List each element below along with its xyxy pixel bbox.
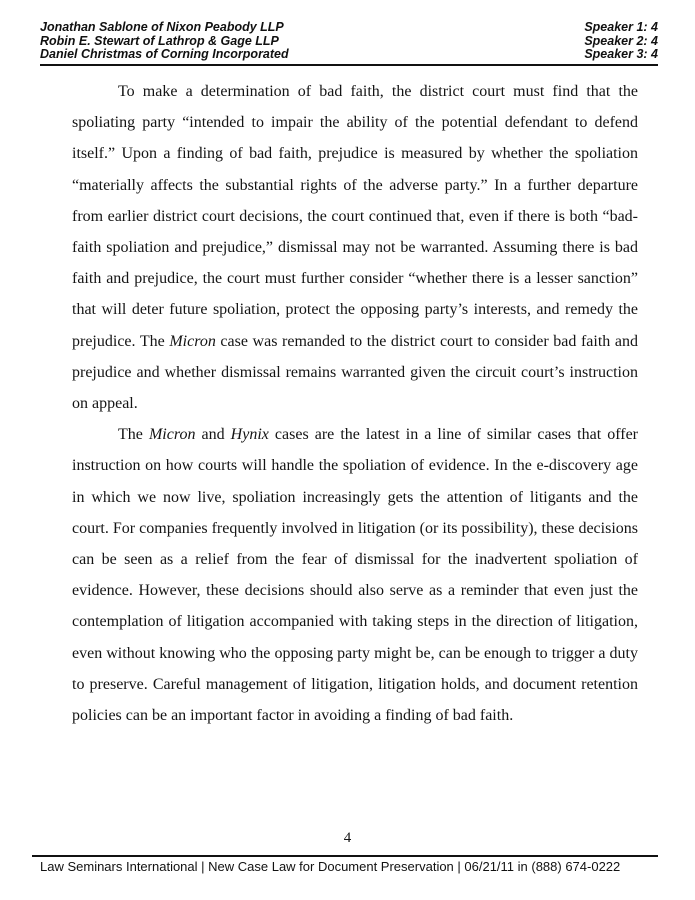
text-segment: cases are the latest in a line of similar cases that offer instruction on how courts will handle the spoliation of evidence. In the e-discovery age in which we now live, spoliation increasingly gets the attention of litigants and the court. For companies frequently involved in litigation (or its possibility), these decisions can be seen as a relief from the fear of dismissal for the inadvertent spoliation of evidence. However, these decisions should also serve as a reminder that even just the contemplation of litigation accompanied with taking steps in the direction of litigation, even without knowing who the opposing party might be, can be enough to trigger a duty to preserve. Careful management of litigation, litigation holds, and document retention policies can be an important factor in avoiding a finding of bad faith. (72, 426, 639, 725)
paragraph (72, 76, 638, 419)
paragraph (72, 419, 638, 731)
case-name-italic: Micron (148, 426, 196, 444)
case-name-italic: Hynix (230, 426, 269, 444)
text-segment: case was remanded to the district court to consider bad faith and prejudice and whether dismissal remains warranted given the circuit court’s instruction on appeal. (72, 332, 639, 413)
text-segment: To make a determination of bad faith, the district court must find that the spoliating party “intended to impair the ability of the potential defendant to defend itself.” Upon a finding of bad faith, prejudice is measured by whether the spoliation “materially affects the substantial rights of the adverse party.” In a further departure from earlier district court decisions, the court continued that, even if there is both “bad-faith spoliation and prejudice,” dismissal may not be warranted. Assuming there is bad faith and prejudice, the court must further consider “whether there is a lesser sanction” that will deter future spoliation, protect the opposing party’s interests, and remedy the prejudice. The (72, 83, 638, 350)
speaker-row (40, 21, 658, 35)
speaker-page-label: Speaker 1: 4 (584, 20, 658, 34)
speaker-name: Robin E. Stewart of Lathrop & Gage LLP (40, 33, 279, 48)
document-body (72, 76, 638, 731)
speaker-name: Daniel Christmas of Corning Incorporated (40, 47, 289, 61)
speaker-row (40, 48, 658, 62)
text-segment: The (118, 426, 149, 444)
speaker-row (40, 35, 658, 49)
speaker-page-label: Speaker 3: 4 (584, 47, 658, 61)
footer-rule (32, 855, 658, 857)
page-number: 4 (343, 830, 352, 846)
speaker-name: Jonathan Sablone of Nixon Peabody LLP (40, 20, 284, 34)
text-segment: and (195, 426, 231, 444)
case-name-italic: Micron (169, 332, 216, 350)
header-rule (40, 64, 658, 66)
footer-text: Law Seminars International | New Case Law for Document Preservation | 06/21/11 in (888) 674-0222 (40, 859, 621, 874)
speaker-page-label: Speaker 2: 4 (584, 33, 658, 48)
speaker-header (40, 21, 658, 62)
